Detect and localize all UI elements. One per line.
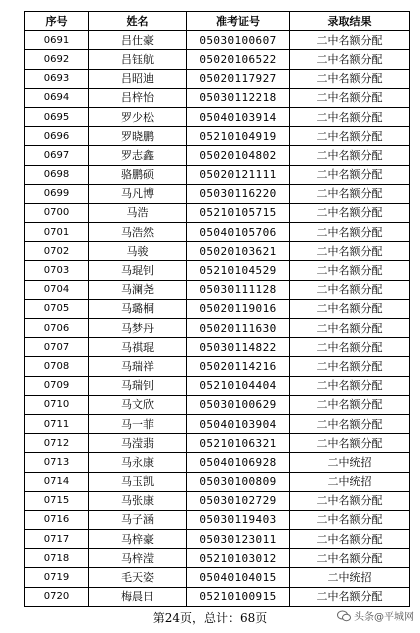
seq-cell: 0717 — [25, 530, 89, 549]
exam-id-cell: 05210100915 — [187, 587, 290, 606]
table-row — [25, 146, 410, 165]
result-cell: 二中名额分配 — [290, 395, 410, 414]
exam-id-cell: 05210105715 — [187, 203, 290, 222]
result-cell: 二中名额分配 — [290, 107, 410, 126]
seq-cell: 0707 — [25, 338, 89, 357]
exam-id-cell: 05040103904 — [187, 414, 290, 433]
table-row — [25, 88, 410, 107]
table-row — [25, 69, 410, 88]
seq-cell: 0705 — [25, 299, 89, 318]
exam-id-cell: 05020117927 — [187, 69, 290, 88]
name-cell: 马一菲 — [89, 414, 187, 433]
page-footer: 第24页，总计：68页 — [152, 611, 268, 625]
seq-cell: 0704 — [25, 280, 89, 299]
table-row — [25, 242, 410, 261]
exam-id-cell: 05030102729 — [187, 491, 290, 510]
seq-cell: 0691 — [25, 31, 89, 50]
exam-id-cell: 05020111630 — [187, 319, 290, 338]
table-row — [25, 376, 410, 395]
exam-id-cell: 05030123011 — [187, 530, 290, 549]
table-row — [25, 223, 410, 242]
result-cell: 二中名额分配 — [290, 414, 410, 433]
name-cell: 罗晓鹏 — [89, 127, 187, 146]
name-cell: 马澜尧 — [89, 280, 187, 299]
table-row — [25, 127, 410, 146]
seq-cell: 0706 — [25, 319, 89, 338]
seq-cell: 0703 — [25, 261, 89, 280]
seq-cell: 0710 — [25, 395, 89, 414]
name-cell: 马璐桐 — [89, 299, 187, 318]
seq-cell: 0700 — [25, 203, 89, 222]
table-row — [25, 319, 410, 338]
name-cell: 马张康 — [89, 491, 187, 510]
exam-id-cell: 05020119016 — [187, 299, 290, 318]
exam-id-cell: 05210106321 — [187, 434, 290, 453]
table-row — [25, 395, 410, 414]
seq-cell: 0697 — [25, 146, 89, 165]
name-cell: 马文欣 — [89, 395, 187, 414]
exam-id-cell: 05030116220 — [187, 184, 290, 203]
table-row — [25, 299, 410, 318]
result-cell: 二中名额分配 — [290, 203, 410, 222]
result-cell: 二中名额分配 — [290, 319, 410, 338]
seq-cell: 0702 — [25, 242, 89, 261]
seq-cell: 0714 — [25, 472, 89, 491]
name-cell: 吕梓怡 — [89, 88, 187, 107]
exam-id-cell: 05030100607 — [187, 31, 290, 50]
name-cell: 骆鹏硕 — [89, 165, 187, 184]
table-row — [25, 280, 410, 299]
seq-cell: 0701 — [25, 223, 89, 242]
result-cell: 二中名额分配 — [290, 299, 410, 318]
result-cell: 二中名额分配 — [290, 357, 410, 376]
seq-cell: 0693 — [25, 69, 89, 88]
seq-cell: 0699 — [25, 184, 89, 203]
seq-cell: 0711 — [25, 414, 89, 433]
result-cell: 二中统招 — [290, 568, 410, 587]
admission-table — [24, 11, 410, 607]
exam-id-cell: 05210104529 — [187, 261, 290, 280]
seq-cell: 0709 — [25, 376, 89, 395]
result-cell: 二中名额分配 — [290, 127, 410, 146]
exam-id-cell: 05040103914 — [187, 107, 290, 126]
result-cell: 二中名额分配 — [290, 261, 410, 280]
result-cell: 二中名额分配 — [290, 434, 410, 453]
result-cell: 二中名额分配 — [290, 50, 410, 69]
table-row — [25, 357, 410, 376]
table-row — [25, 50, 410, 69]
exam-id-cell: 05210104404 — [187, 376, 290, 395]
result-cell: 二中名额分配 — [290, 587, 410, 606]
result-cell: 二中名额分配 — [290, 165, 410, 184]
exam-id-cell: 05040106928 — [187, 453, 290, 472]
exam-id-cell: 05030114822 — [187, 338, 290, 357]
header-result: 录取结果 — [290, 12, 410, 31]
header-name: 姓名 — [89, 12, 187, 31]
exam-id-cell: 05030100809 — [187, 472, 290, 491]
result-cell: 二中名额分配 — [290, 69, 410, 88]
table-row — [25, 453, 410, 472]
table-row — [25, 568, 410, 587]
name-cell: 罗志鑫 — [89, 146, 187, 165]
seq-cell: 0708 — [25, 357, 89, 376]
seq-cell: 0696 — [25, 127, 89, 146]
result-cell: 二中名额分配 — [290, 510, 410, 529]
name-cell: 马子涵 — [89, 510, 187, 529]
table-row — [25, 165, 410, 184]
exam-id-cell: 05030100629 — [187, 395, 290, 414]
name-cell: 马滢翡 — [89, 434, 187, 453]
result-cell: 二中名额分配 — [290, 223, 410, 242]
result-cell: 二中名额分配 — [290, 31, 410, 50]
name-cell: 马琨钊 — [89, 261, 187, 280]
exam-id-cell: 05020104802 — [187, 146, 290, 165]
header-exam-id: 准考证号 — [187, 12, 290, 31]
seq-cell: 0715 — [25, 491, 89, 510]
table-row — [25, 472, 410, 491]
table-row — [25, 587, 410, 606]
table-row — [25, 261, 410, 280]
seq-cell: 0698 — [25, 165, 89, 184]
table-row — [25, 434, 410, 453]
seq-cell: 0719 — [25, 568, 89, 587]
header-seq: 序号 — [25, 12, 89, 31]
result-cell: 二中名额分配 — [290, 530, 410, 549]
result-cell: 二中名额分配 — [290, 338, 410, 357]
name-cell: 马梓滢 — [89, 549, 187, 568]
name-cell: 马瑞祥 — [89, 357, 187, 376]
seq-cell: 0716 — [25, 510, 89, 529]
seq-cell: 0692 — [25, 50, 89, 69]
seq-cell: 0718 — [25, 549, 89, 568]
wechat-icon — [337, 610, 351, 622]
table-row — [25, 491, 410, 510]
result-cell: 二中名额分配 — [290, 146, 410, 165]
exam-id-cell: 05020114216 — [187, 357, 290, 376]
result-cell: 二中名额分配 — [290, 242, 410, 261]
name-cell: 毛天姿 — [89, 568, 187, 587]
name-cell: 吕仕豪 — [89, 31, 187, 50]
result-cell: 二中统招 — [290, 472, 410, 491]
seq-cell: 0694 — [25, 88, 89, 107]
exam-id-cell: 05020121111 — [187, 165, 290, 184]
result-cell: 二中名额分配 — [290, 88, 410, 107]
result-cell: 二中名额分配 — [290, 376, 410, 395]
exam-id-cell: 05020103621 — [187, 242, 290, 261]
seq-cell: 0720 — [25, 587, 89, 606]
table-row — [25, 184, 410, 203]
result-cell: 二中名额分配 — [290, 491, 410, 510]
name-cell: 吕钰航 — [89, 50, 187, 69]
exam-id-cell: 05040104015 — [187, 568, 290, 587]
exam-id-cell: 05020106522 — [187, 50, 290, 69]
name-cell: 马永康 — [89, 453, 187, 472]
result-cell: 二中名额分配 — [290, 184, 410, 203]
name-cell: 吕昭迪 — [89, 69, 187, 88]
name-cell: 马骏 — [89, 242, 187, 261]
name-cell: 罗少松 — [89, 107, 187, 126]
result-cell: 二中名额分配 — [290, 549, 410, 568]
table-row — [25, 203, 410, 222]
exam-id-cell: 05210103012 — [187, 549, 290, 568]
exam-id-cell: 05030119403 — [187, 510, 290, 529]
exam-id-cell: 05040105706 — [187, 223, 290, 242]
exam-id-cell: 05210104919 — [187, 127, 290, 146]
table-row — [25, 510, 410, 529]
table-row — [25, 530, 410, 549]
table-row — [25, 31, 410, 50]
name-cell: 马凡博 — [89, 184, 187, 203]
table-row — [25, 107, 410, 126]
name-cell: 马浩然 — [89, 223, 187, 242]
table-row — [25, 414, 410, 433]
name-cell: 马梦丹 — [89, 319, 187, 338]
watermark-text: 头条@平城网 — [354, 612, 414, 623]
exam-id-cell: 05030111128 — [187, 280, 290, 299]
name-cell: 马瑞钊 — [89, 376, 187, 395]
name-cell: 马浩 — [89, 203, 187, 222]
table-row — [25, 549, 410, 568]
seq-cell: 0713 — [25, 453, 89, 472]
exam-id-cell: 05030112218 — [187, 88, 290, 107]
name-cell: 梅晨日 — [89, 587, 187, 606]
seq-cell: 0695 — [25, 107, 89, 126]
watermark — [337, 608, 414, 623]
name-cell: 马玉凯 — [89, 472, 187, 491]
name-cell: 马祺琨 — [89, 338, 187, 357]
name-cell: 马梓豪 — [89, 530, 187, 549]
seq-cell: 0712 — [25, 434, 89, 453]
table-row — [25, 338, 410, 357]
result-cell: 二中统招 — [290, 453, 410, 472]
result-cell: 二中名额分配 — [290, 280, 410, 299]
header-row — [25, 12, 410, 31]
